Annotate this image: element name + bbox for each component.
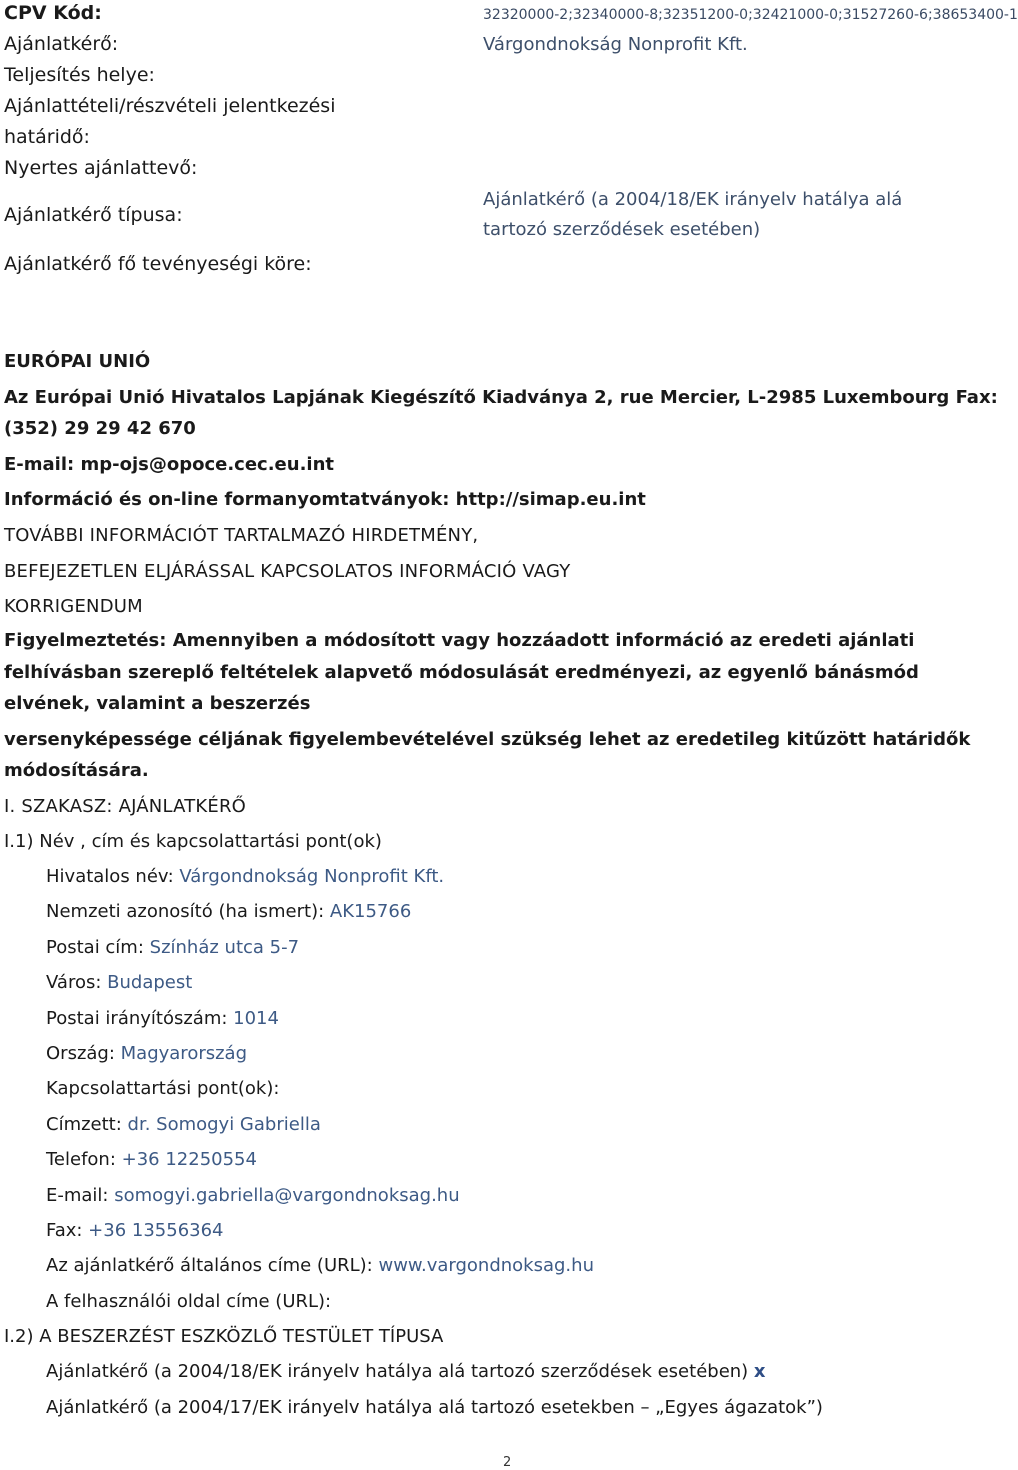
cimzett-row: [46, 1114, 321, 1135]
url-value[interactable]: www.vargondnoksag.hu: [378, 1255, 594, 1276]
notice-title-line2: BEFEJEZETLEN ELJÁRÁSSAL KAPCSOLATOS INFORMÁCIÓ VAGY: [4, 561, 571, 582]
url-label: Az ajánlatkérő általános címe (URL):: [46, 1255, 379, 1276]
cpv-label: CPV Kód:: [4, 2, 102, 24]
email-line: E-mail: mp-ojs@opoce.cec.eu.int: [4, 454, 335, 475]
info-line: Információ és on-line formanyomtatványok: http://simap.eu.int: [4, 489, 646, 510]
iranyitoszam-value: 1014: [233, 1008, 279, 1029]
section1-heading: I. SZAKASZ: AJÁNLATKÉRŐ: [4, 796, 247, 817]
cpv-value: 32320000-2;32340000-8;32351200-0;32421000-0;31527260-6;38653400-1: [483, 7, 1018, 23]
type-option-1-mark: x: [753, 1361, 766, 1382]
orszag-row: [46, 1043, 247, 1064]
iranyitoszam-label: Postai irányítószám:: [46, 1008, 234, 1029]
telefon-value: +36 12250554: [121, 1149, 257, 1170]
hivatalos-nev-label: Hivatalos név:: [46, 866, 180, 887]
fax-row: [46, 1220, 224, 1241]
hatarido-label-line1: Ajánlattételi/részvételi jelentkezési: [4, 95, 336, 117]
varos-value: Budapest: [107, 972, 193, 993]
nyertes-label: Nyertes ajánlattevő:: [4, 157, 198, 179]
azonosito-value: AK15766: [329, 901, 412, 922]
warning-line4: versenyképessége céljának figyelembevételével szükség lehet az eredetileg kitűzött határidők: [4, 729, 971, 750]
warning-line3: elvének, valamint a beszerzés: [4, 693, 311, 714]
section1-sub2-heading: I.2) A BESZERZÉST ESZKÖZLŐ TESTÜLET TÍPUSA: [4, 1326, 444, 1347]
teljesites-label: Teljesítés helye:: [4, 64, 155, 86]
cimzett-value: dr. Somogyi Gabriella: [127, 1114, 321, 1135]
iranyitoszam-row: [46, 1008, 279, 1029]
url-row: [46, 1255, 594, 1276]
type-option-2: [46, 1397, 823, 1418]
section1-sub1-heading: I.1) Név , cím és kapcsolattartási pont(ok): [4, 831, 382, 852]
tipus-label: Ajánlatkérő típusa:: [4, 204, 183, 226]
type-option-1-label: Ajánlatkérő (a 2004/18/EK irányelv hatálya alá tartozó szerződések esetében): [46, 1361, 754, 1382]
telefon-label: Telefon:: [46, 1149, 122, 1170]
postai-cim-label: Postai cím:: [46, 937, 150, 958]
email-value[interactable]: somogyi.gabriella@vargondnoksag.hu: [114, 1185, 460, 1206]
warning-line1: Figyelmeztetés: Amennyiben a módosított vagy hozzáadott információ az eredeti ajánlati: [4, 630, 915, 651]
publisher-line1: Az Európai Unió Hivatalos Lapjának Kiegészítő Kiadványa 2, rue Mercier, L-2985 Luxembourg Fax:: [4, 387, 998, 408]
felhasznaloi-row: [46, 1291, 331, 1312]
postai-cim-row: [46, 937, 299, 958]
ajanlatkero-label: Ajánlatkérő:: [4, 33, 119, 55]
page-number: 2: [503, 1455, 512, 1470]
type-option-1: [46, 1361, 766, 1382]
kapcsolat-row: [46, 1078, 279, 1099]
fax-value: +36 13556364: [88, 1220, 224, 1241]
postai-cim-value: Színház utca 5-7: [149, 937, 300, 958]
hivatalos-nev-value: Várgondnokság Nonprofit Kft.: [179, 866, 445, 887]
email-row: [46, 1185, 460, 1206]
orszag-value: Magyarország: [120, 1043, 248, 1064]
tipus-value-line1: Ajánlatkérő (a 2004/18/EK irányelv hatálya alá: [483, 189, 903, 210]
kapcsolat-label: Kapcsolattartási pont(ok):: [46, 1078, 280, 1099]
tipus-value-line2: tartozó szerződések esetében): [483, 219, 761, 240]
felhasznaloi-label: A felhasználói oldal címe (URL):: [46, 1291, 332, 1312]
azonosito-label: Nemzeti azonosító (ha ismert):: [46, 901, 330, 922]
email-label: E-mail:: [46, 1185, 115, 1206]
eu-heading: EURÓPAI UNIÓ: [4, 351, 151, 372]
fax-label: Fax:: [46, 1220, 89, 1241]
orszag-label: Ország:: [46, 1043, 121, 1064]
ajanlatkero-value: Várgondnokság Nonprofit Kft.: [483, 34, 748, 55]
cimzett-label: Címzett:: [46, 1114, 128, 1135]
warning-line2: felhívásban szereplő feltételek alapvető módosulását eredményezi, az egyenlő bánásmód: [4, 662, 919, 683]
notice-title-line3: KORRIGENDUM: [4, 596, 143, 617]
azonosito-row: [46, 901, 411, 922]
hatarido-label-line2: határidő:: [4, 126, 90, 148]
telefon-row: [46, 1149, 257, 1170]
varos-label: Város:: [46, 972, 108, 993]
fo-tevekenyseg-label: Ajánlatkérő fő tevényeségi köre:: [4, 253, 312, 275]
warning-line5: módosítására.: [4, 760, 149, 781]
publisher-line2: (352) 29 29 42 670: [4, 418, 196, 439]
varos-row: [46, 972, 192, 993]
type-option-2-label: Ajánlatkérő (a 2004/17/EK irányelv hatálya alá tartozó esetekben – „Egyes ágazatok”): [46, 1397, 823, 1418]
notice-title-line1: TOVÁBBI INFORMÁCIÓT TARTALMAZÓ HIRDETMÉNY,: [4, 525, 479, 546]
hivatalos-nev-row: [46, 866, 444, 887]
